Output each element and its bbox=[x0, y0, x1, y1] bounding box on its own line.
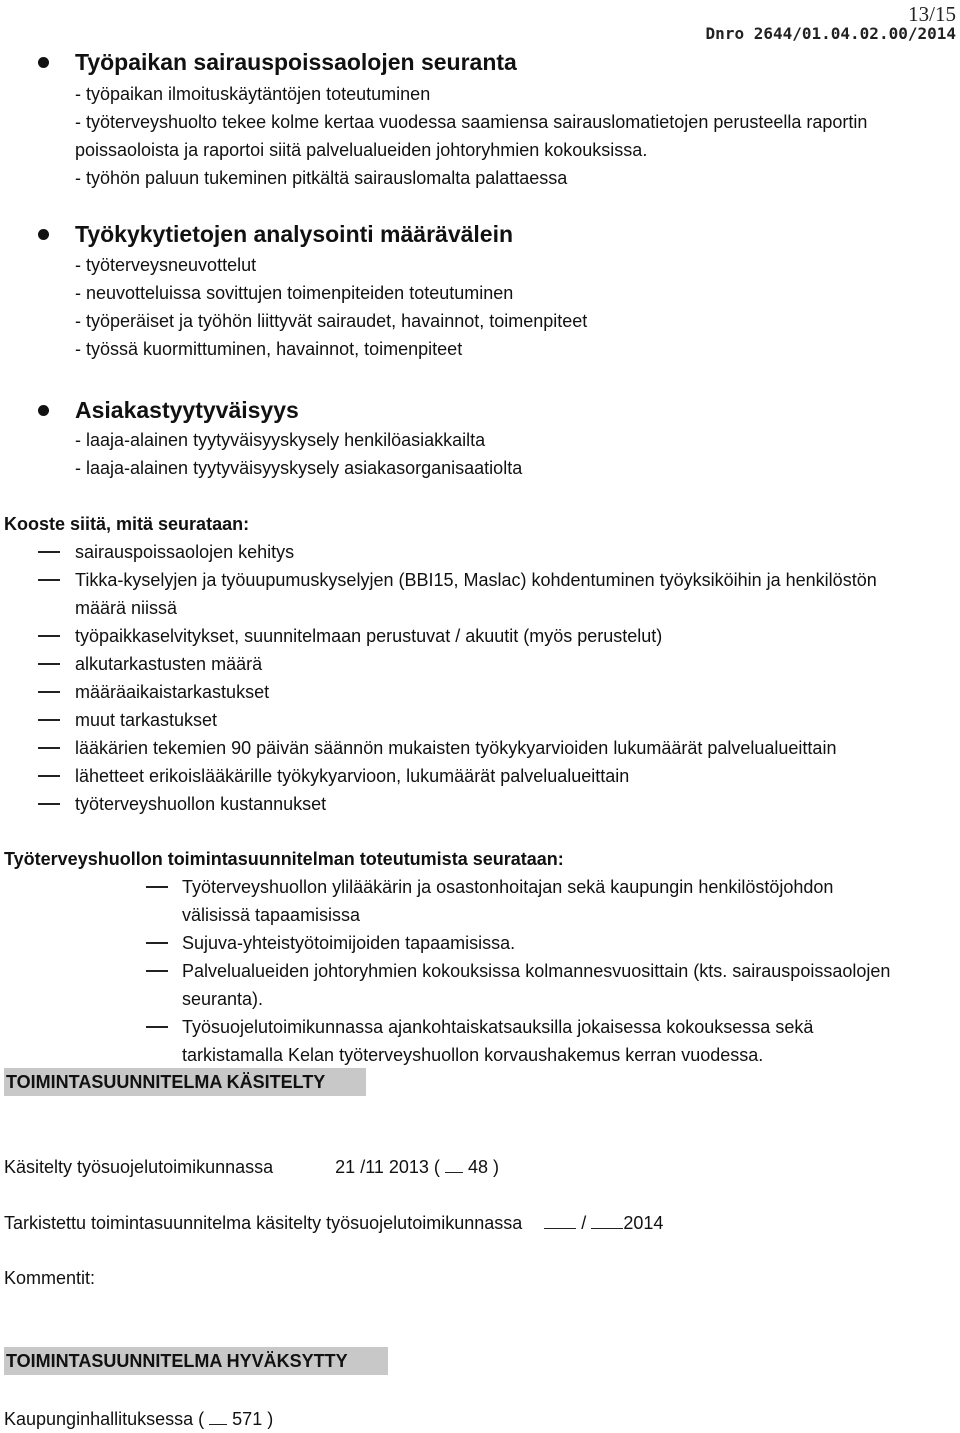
revised-slash: / bbox=[581, 1213, 587, 1233]
revised-label: Tarkistettu toimintasuunnitelma käsitelty työsuojelutoimikunnassa bbox=[4, 1213, 523, 1233]
approved-number: 571 ) bbox=[232, 1409, 274, 1429]
list-item bbox=[0, 650, 960, 678]
followup-list bbox=[0, 873, 960, 1069]
approved-label: Kaupunginhallituksessa ( bbox=[4, 1409, 205, 1429]
list-item-text: määrä niissä bbox=[75, 598, 178, 618]
section-heading: Työkykytietojen analysointi määrävälein bbox=[75, 221, 514, 247]
dash-icon bbox=[38, 663, 60, 665]
list-item-text: välisissä tapaamisissa bbox=[182, 905, 361, 925]
section-heading: Asiakastyytyväisyys bbox=[75, 397, 299, 423]
text-line: poissaoloista ja raportoi siitä palvelualueiden johtoryhmien kokouksissa. bbox=[75, 140, 648, 160]
list-item-text: Tikka-kyselyjen ja työuupumuskyselyjen (BBI15, Maslac) kohdentuminen työyksiköihin ja henkilöstön bbox=[75, 570, 877, 590]
list-item-text: Sujuva-yhteistyötoimijoiden tapaamisissa. bbox=[182, 933, 516, 953]
dash-icon bbox=[38, 635, 60, 637]
list-item-text: Palvelualueiden johtoryhmien kokouksissa kolmannesvuosittain (kts. sairauspoissaolojen bbox=[182, 961, 891, 981]
document-reference: Dnro 2644/01.04.02.00/2014 bbox=[705, 24, 956, 43]
handled-date: 21 /11 2013 ( bbox=[335, 1157, 440, 1177]
dash-icon bbox=[38, 775, 60, 777]
list-item bbox=[0, 734, 960, 762]
text-line: - työterveyshuolto tekee kolme kertaa vuodessa saamiensa sairauslomatietojen perusteella raportin bbox=[75, 112, 868, 132]
text-line: - työpaikan ilmoituskäytäntöjen toteutuminen bbox=[75, 84, 431, 104]
list-item bbox=[0, 566, 960, 622]
list-item bbox=[0, 762, 960, 790]
list-item-text: alkutarkastusten määrä bbox=[75, 654, 263, 674]
bullet-icon bbox=[38, 229, 49, 240]
approved-banner: TOIMINTASUUNNITELMA HYVÄKSYTTY bbox=[4, 1347, 388, 1375]
approved-row bbox=[4, 1404, 273, 1433]
list-item-text: sairauspoissaolojen kehitys bbox=[75, 542, 295, 562]
list-item-text: työpaikkaselvitykset, suunnitelmaan perustuvat / akuutit (myös perustelut) bbox=[75, 626, 663, 646]
section-lines bbox=[75, 80, 867, 192]
dash-icon bbox=[146, 970, 168, 972]
list-item bbox=[0, 678, 960, 706]
blank-line bbox=[591, 1208, 623, 1229]
bullet-icon bbox=[38, 405, 49, 416]
handled-number: 48 ) bbox=[467, 1157, 499, 1177]
list-item-text: työterveyshuollon kustannukset bbox=[75, 794, 327, 814]
blank-line bbox=[209, 1404, 227, 1425]
dash-icon bbox=[38, 719, 60, 721]
list-item-text: tarkistamalla Kelan työterveyshuollon korvaushakemus kerran vuodessa. bbox=[182, 1045, 764, 1065]
text-line: - laaja-alainen tyytyväisyyskysely asiakasorganisaatiolta bbox=[75, 458, 523, 478]
bullet-icon bbox=[38, 57, 49, 68]
list-item-text: muut tarkastukset bbox=[75, 710, 218, 730]
list-item bbox=[0, 957, 960, 1013]
section-heading: Työpaikan sairauspoissaolojen seuranta bbox=[75, 49, 517, 75]
summary-title: Kooste siitä, mitä seurataan: bbox=[4, 514, 250, 534]
blank-line bbox=[445, 1152, 463, 1173]
section-lines bbox=[75, 426, 522, 482]
dash-icon bbox=[38, 551, 60, 553]
list-item bbox=[0, 706, 960, 734]
text-line: - neuvotteluissa sovittujen toimenpiteiden toteutuminen bbox=[75, 283, 514, 303]
list-item-text: seuranta). bbox=[182, 989, 264, 1009]
text-line: - työperäiset ja työhön liittyvät sairaudet, havainnot, toimenpiteet bbox=[75, 311, 588, 331]
list-item bbox=[0, 873, 960, 929]
list-item-text: määräaikaistarkastukset bbox=[75, 682, 270, 702]
dash-icon bbox=[146, 1026, 168, 1028]
list-item-text: lähetteet erikoislääkärille työkykyarvioon, lukumäärät palvelualueittain bbox=[75, 766, 630, 786]
list-item-text: Työterveyshuollon ylilääkärin ja osastonhoitajan sekä kaupungin henkilöstöjohdon bbox=[182, 877, 834, 897]
text-line: - työhön paluun tukeminen pitkältä sairauslomalta palattaessa bbox=[75, 168, 568, 188]
blank-line bbox=[544, 1208, 576, 1229]
list-item-text: Työsuojelutoimikunnassa ajankohtaiskatsauksilla jokaisessa kokouksessa sekä bbox=[182, 1017, 814, 1037]
text-line: - työssä kuormittuminen, havainnot, toimenpiteet bbox=[75, 339, 463, 359]
dash-icon bbox=[146, 942, 168, 944]
text-line: - laaja-alainen tyytyväisyyskysely henkilöasiakkailta bbox=[75, 430, 486, 450]
handled-label: Käsitelty työsuojelutoimikunnassa bbox=[4, 1157, 274, 1177]
section-lines bbox=[75, 251, 587, 363]
comments-label: Kommentit: bbox=[4, 1268, 96, 1288]
summary-list bbox=[0, 538, 960, 818]
revised-row bbox=[4, 1208, 663, 1237]
text-line: - työterveysneuvottelut bbox=[75, 255, 257, 275]
list-item bbox=[0, 929, 960, 957]
dash-icon bbox=[38, 747, 60, 749]
dash-icon bbox=[38, 803, 60, 805]
dash-icon bbox=[146, 886, 168, 888]
page-number: 13/15 bbox=[908, 2, 956, 26]
handled-row bbox=[4, 1152, 499, 1181]
list-item bbox=[0, 622, 960, 650]
list-item-text: lääkärien tekemien 90 päivän säännön mukaisten työkykyarvioiden lukumäärät palvelualueittain bbox=[75, 738, 837, 758]
list-item bbox=[0, 790, 960, 818]
list-item bbox=[0, 538, 960, 566]
dash-icon bbox=[38, 691, 60, 693]
dash-icon bbox=[38, 579, 60, 581]
followup-title: Työterveyshuollon toimintasuunnitelman toteutumista seurataan: bbox=[4, 849, 564, 869]
list-item bbox=[0, 1013, 960, 1069]
handled-banner: TOIMINTASUUNNITELMA KÄSITELTY bbox=[4, 1068, 366, 1096]
revised-year: 2014 bbox=[623, 1213, 664, 1233]
